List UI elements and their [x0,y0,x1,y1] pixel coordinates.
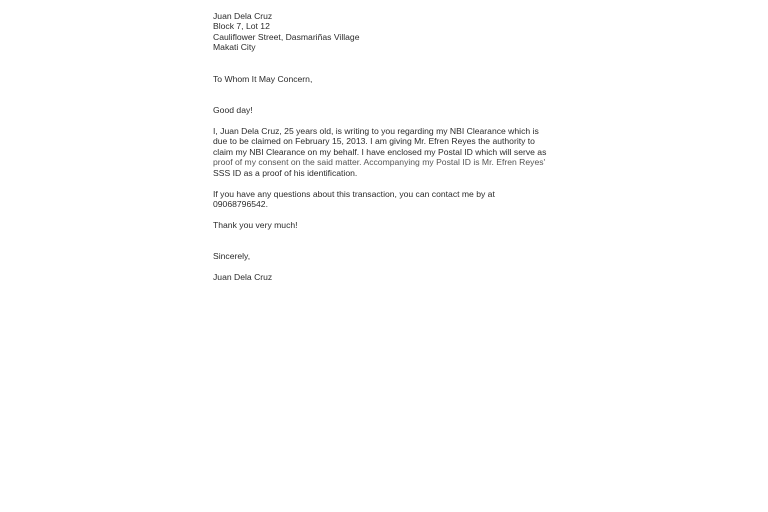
body-paragraph-1-line: I, Juan Dela Cruz, 25 years old, is writing to you regarding my NBI Clearance which is [213,126,539,136]
contact-number: 09068796542. [213,199,268,210]
salutation: To Whom It May Concern, [213,74,313,84]
body-paragraph-1-line: SSS ID as a proof of his identification. [213,167,358,178]
thanks-line: Thank you very much! [213,220,298,230]
sender-city: Makati City [213,42,256,53]
sender-address-line-2: Cauliflower Street, Dasmariñas Village [213,31,360,42]
closing: Sincerely, [213,251,251,261]
body-paragraph-1 [213,126,558,178]
signature: Juan Dela Cruz [213,272,273,282]
body-paragraph-2 [213,189,558,210]
body-paragraph-1-line: proof of my consent on the said matter. Accompanying my Postal ID is Mr. Efren Reyes' [213,157,546,168]
sender-name: Juan Dela Cruz [213,11,273,21]
sender-address [213,11,359,53]
sender-address-line-1: Block 7, Lot 12 [213,21,270,32]
body-paragraph-1-line: claim my NBI Clearance on my behalf. I have enclosed my Postal ID which will serve as [213,146,547,157]
body-paragraph-2-line: If you have any questions about this transaction, you can contact me by at [213,189,495,199]
body-paragraph-1-line: due to be claimed on February 15, 2013. I am giving Mr. Efren Reyes the authority to [213,136,535,147]
greeting: Good day! [213,105,253,115]
